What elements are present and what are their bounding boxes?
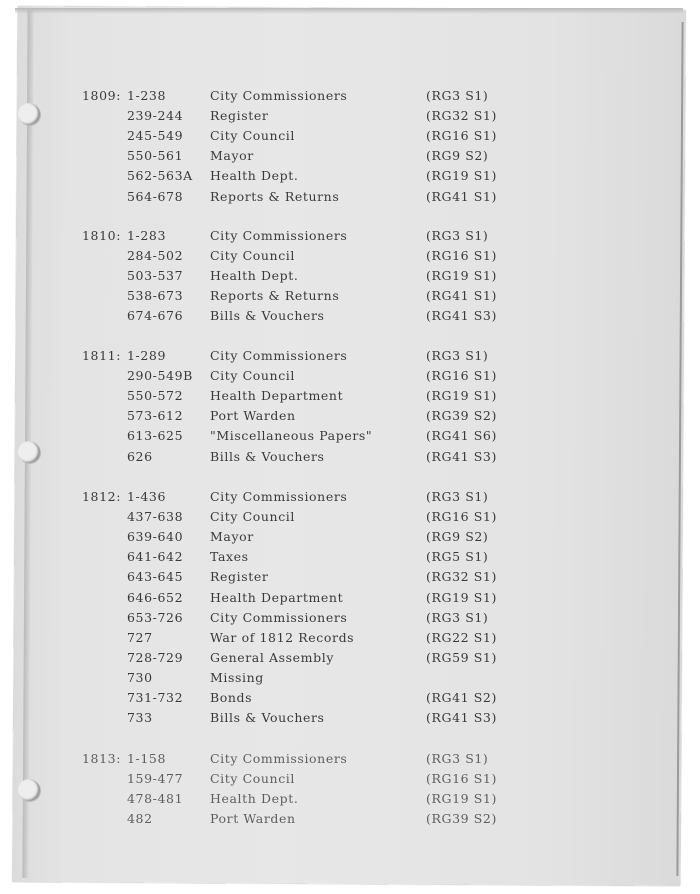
record-range: 482 (127, 811, 153, 827)
record-description: City Commissioners (210, 751, 348, 766)
record-range: 284-502 (127, 248, 184, 264)
year-label: 1813: (82, 751, 122, 766)
record-row (0, 751, 700, 767)
record-description: City Commissioners (210, 609, 348, 625)
record-reference: (RG19 S1) (426, 168, 497, 184)
record-row (0, 408, 700, 424)
record-row (0, 128, 700, 144)
record-range: 613-625 (127, 428, 184, 444)
record-row (0, 449, 700, 465)
record-range: 573-612 (127, 408, 184, 424)
record-row (0, 670, 700, 686)
record-row (0, 710, 700, 726)
year-label: 1811: (82, 348, 122, 363)
record-description: Reports & Returns (210, 288, 340, 304)
record-range: 550-572 (127, 388, 184, 404)
record-row (0, 489, 700, 505)
record-description: Mayor (210, 529, 254, 545)
record-reference: (RG41 S1) (426, 288, 497, 304)
record-description: City Council (210, 368, 296, 384)
record-description: City Council (210, 128, 296, 144)
record-range: 290-549B (127, 368, 193, 384)
record-range: 1-283 (127, 228, 167, 243)
record-description: City Council (210, 771, 296, 787)
record-description: Bills & Vouchers (210, 710, 325, 726)
record-reference: (RG16 S1) (426, 248, 497, 264)
record-description: Mayor (210, 148, 254, 164)
record-reference: (RG19 S1) (426, 388, 497, 404)
record-row (0, 630, 700, 646)
record-range: 437-638 (127, 509, 184, 525)
record-row (0, 348, 700, 364)
record-row (0, 189, 700, 205)
record-description: General Assembly (210, 649, 334, 665)
record-range: 733 (127, 710, 153, 726)
record-reference: (RG41 S3) (426, 710, 497, 726)
record-description: Register (210, 569, 269, 585)
record-description: "Miscellaneous Papers" (210, 428, 373, 444)
record-range: 503-537 (127, 268, 184, 284)
record-description: Health Dept. (210, 168, 299, 184)
record-description: Port Warden (210, 811, 296, 827)
record-description: War of 1812 Records (210, 629, 355, 645)
record-description: City Council (210, 248, 296, 264)
record-description: Register (210, 108, 269, 124)
record-row (0, 168, 700, 184)
record-range: 639-640 (127, 529, 184, 545)
record-description: City Commissioners (210, 489, 348, 504)
record-range: 564-678 (127, 188, 184, 204)
record-range: 646-652 (127, 589, 184, 605)
record-row (0, 811, 700, 827)
record-description: Health Dept. (210, 268, 299, 284)
record-reference: (RG41 S3) (426, 308, 497, 324)
record-range: 641-642 (127, 549, 184, 565)
record-reference: (RG19 S1) (426, 589, 497, 605)
record-reference: (RG59 S1) (426, 649, 497, 665)
record-range: 674-676 (127, 308, 184, 324)
record-row (0, 308, 700, 324)
record-row (0, 428, 700, 444)
record-range: 550-561 (127, 148, 184, 164)
record-description: City Council (210, 509, 296, 525)
record-reference: (RG22 S1) (426, 629, 497, 645)
record-range: 730 (127, 669, 153, 685)
record-reference: (RG16 S1) (426, 368, 497, 384)
record-row (0, 590, 700, 606)
record-description: Health Department (210, 589, 344, 605)
record-row (0, 288, 700, 304)
record-range: 1-158 (127, 751, 167, 766)
record-description: Taxes (210, 549, 249, 565)
record-description: Health Dept. (210, 791, 299, 807)
record-reference: (RG9 S2) (426, 148, 489, 164)
record-range: 728-729 (127, 649, 184, 665)
record-row (0, 148, 700, 164)
record-description: City Commissioners (210, 348, 348, 363)
record-range: 727 (127, 629, 153, 645)
record-range: 653-726 (127, 609, 184, 625)
record-reference: (RG41 S6) (426, 428, 497, 444)
record-reference: (RG41 S1) (426, 188, 497, 204)
record-reference: (RG41 S2) (426, 690, 497, 705)
record-row (0, 529, 700, 545)
record-reference: (RG32 S1) (426, 569, 497, 585)
year-label: 1810: (82, 228, 122, 243)
record-reference: (RG16 S1) (426, 509, 497, 525)
record-row (0, 610, 700, 626)
record-reference: (RG19 S1) (426, 791, 497, 807)
record-range: 245-549 (127, 128, 184, 144)
record-row (0, 268, 700, 284)
record-description: Bills & Vouchers (210, 308, 325, 324)
record-description: Missing (210, 669, 264, 685)
record-row (0, 569, 700, 585)
record-reference: (RG3 S1) (426, 609, 489, 625)
record-range: 538-673 (127, 288, 184, 304)
record-reference: (RG9 S2) (426, 529, 489, 545)
record-reference: (RG3 S1) (426, 228, 489, 243)
record-description: Port Warden (210, 408, 296, 424)
record-row (0, 248, 700, 264)
record-reference: (RG32 S1) (426, 108, 497, 124)
record-row (0, 549, 700, 565)
record-reference: (RG3 S1) (426, 751, 489, 766)
record-description: Bonds (210, 690, 253, 705)
record-range: 626 (127, 448, 153, 464)
record-row (0, 88, 700, 104)
record-description: Health Department (210, 388, 344, 404)
record-reference: (RG16 S1) (426, 771, 497, 787)
record-description: City Commissioners (210, 228, 348, 243)
record-reference: (RG39 S2) (426, 811, 497, 827)
record-range: 562-563A (127, 168, 193, 184)
record-reference: (RG5 S1) (426, 549, 489, 565)
record-range: 239-244 (127, 108, 184, 124)
record-row (0, 771, 700, 787)
record-reference: (RG16 S1) (426, 128, 497, 144)
record-row (0, 509, 700, 525)
record-row (0, 368, 700, 384)
record-row (0, 650, 700, 666)
record-range: 1-238 (127, 88, 167, 103)
record-range: 731-732 (127, 690, 184, 705)
record-reference: (RG19 S1) (426, 268, 497, 284)
record-range: 478-481 (127, 791, 184, 807)
record-description: Reports & Returns (210, 188, 340, 204)
record-description: City Commissioners (210, 88, 348, 103)
record-description: Bills & Vouchers (210, 448, 325, 464)
record-reference: (RG3 S1) (426, 88, 489, 103)
record-range: 1-289 (127, 348, 167, 363)
record-reference: (RG41 S3) (426, 448, 497, 464)
record-range: 643-645 (127, 569, 184, 585)
record-row (0, 690, 700, 706)
record-reference: (RG3 S1) (426, 348, 489, 363)
record-row (0, 388, 700, 404)
record-row (0, 228, 700, 244)
record-range: 159-477 (127, 771, 184, 787)
record-reference: (RG39 S2) (426, 408, 497, 424)
record-row (0, 791, 700, 807)
record-row (0, 108, 700, 124)
year-label: 1809: (82, 88, 122, 103)
record-reference: (RG3 S1) (426, 489, 489, 504)
record-range: 1-436 (127, 489, 167, 504)
year-label: 1812: (82, 489, 122, 504)
